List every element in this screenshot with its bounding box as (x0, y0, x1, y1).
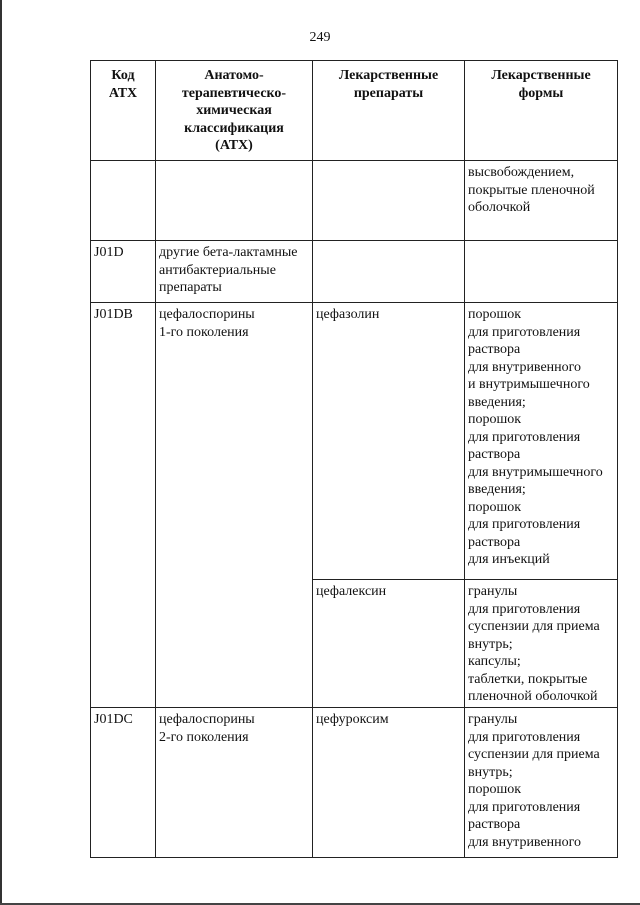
table-row (91, 708, 618, 858)
text-line: другие бета-лактамные (159, 245, 298, 260)
table-row (91, 303, 618, 580)
header-code (91, 61, 156, 161)
cell-drug: цефалексин (313, 580, 465, 708)
text-line: введения; (468, 482, 526, 497)
cell-forms (465, 303, 618, 580)
table-row (91, 241, 618, 303)
text-line: суспензии для приема (468, 747, 600, 762)
cell-code: J01D (91, 241, 156, 303)
cell-forms (465, 580, 618, 708)
text-line: раствора (468, 342, 521, 357)
text-line: для приготовления (468, 799, 581, 815)
text-line: высвобождением, (468, 165, 575, 180)
text-line: раствора (468, 817, 521, 832)
text-line: покрытые пленочной (468, 182, 595, 198)
header-drugs-lines (316, 67, 461, 102)
cell-drug (313, 241, 465, 303)
text-line: для приготовления (468, 729, 581, 745)
cell-forms (465, 161, 618, 241)
cell-drug: цефазолин (313, 303, 465, 580)
cell-code: J01DB (91, 303, 156, 708)
page-number: 249 (309, 30, 331, 45)
cell-classification (156, 241, 313, 303)
text-line: для инъекций (468, 552, 550, 567)
text-line: порошок (468, 782, 522, 797)
cell-forms (465, 708, 618, 858)
cell-drug: цефуроксим (313, 708, 465, 858)
text-line: для внутримышечного (468, 464, 603, 480)
text-line: Анатомо- (204, 68, 264, 83)
text-line: внутрь; (468, 636, 513, 652)
text-line: порошок (468, 412, 522, 427)
text-line: Лекарственные (491, 68, 591, 83)
cell-classification (156, 303, 313, 708)
header-code-lines (94, 67, 152, 102)
text-line: препараты (159, 280, 222, 295)
text-line: 2-го поколения (159, 729, 249, 745)
text-line: и внутримышечного (468, 377, 590, 392)
cell-classification (156, 161, 313, 241)
atc-table (90, 60, 618, 858)
text-line: препараты (353, 85, 424, 101)
text-line: оболочкой (468, 200, 531, 215)
header-classification (156, 61, 313, 161)
text-line: химическая (196, 103, 272, 118)
table-header-row (91, 61, 618, 161)
text-line: раствора (468, 534, 521, 550)
text-line: для приготовления (468, 601, 581, 617)
text-line: цефалоспорины (159, 307, 255, 322)
text-line: раствора (468, 447, 521, 462)
text-line: для приготовления (468, 517, 581, 532)
text-line: АТХ (108, 85, 138, 101)
text-line: Код (111, 68, 135, 83)
cell-code: J01DC (91, 708, 156, 858)
cell-forms (465, 241, 618, 303)
header-forms (465, 61, 618, 161)
text-line: гранулы (468, 712, 518, 727)
text-line: (АТХ) (215, 138, 253, 153)
text-line: формы (518, 85, 564, 101)
text-line: для внутривенного (468, 834, 582, 850)
text-line: порошок (468, 499, 522, 515)
text-line: порошок (468, 307, 522, 322)
scan-left-edge (0, 0, 2, 905)
text-line: для приготовления (468, 324, 581, 340)
text-line: для внутривенного (468, 359, 582, 375)
header-drugs (313, 61, 465, 161)
cell-code (91, 161, 156, 241)
header-classification-lines (159, 67, 309, 155)
text-line: введения; (468, 394, 526, 410)
text-line: для приготовления (468, 429, 581, 445)
text-line: антибактериальные (159, 262, 276, 278)
table-row (91, 161, 618, 241)
text-line: цефалоспорины (159, 712, 255, 727)
text-line: гранулы (468, 584, 518, 599)
text-line: суспензии для приема (468, 619, 600, 634)
text-line: классификация (184, 120, 284, 136)
cell-classification (156, 708, 313, 858)
text-line: таблетки, покрытые (468, 671, 588, 687)
header-forms-lines (468, 67, 614, 102)
text-line: пленочной оболочкой (468, 689, 598, 704)
cell-drug (313, 161, 465, 241)
text-line: капсулы; (468, 654, 521, 669)
text-line: Лекарственные (338, 68, 439, 83)
text-line: 1-го поколения (159, 324, 249, 340)
text-line: терапевтическо- (181, 85, 287, 101)
text-line: внутрь; (468, 764, 513, 780)
